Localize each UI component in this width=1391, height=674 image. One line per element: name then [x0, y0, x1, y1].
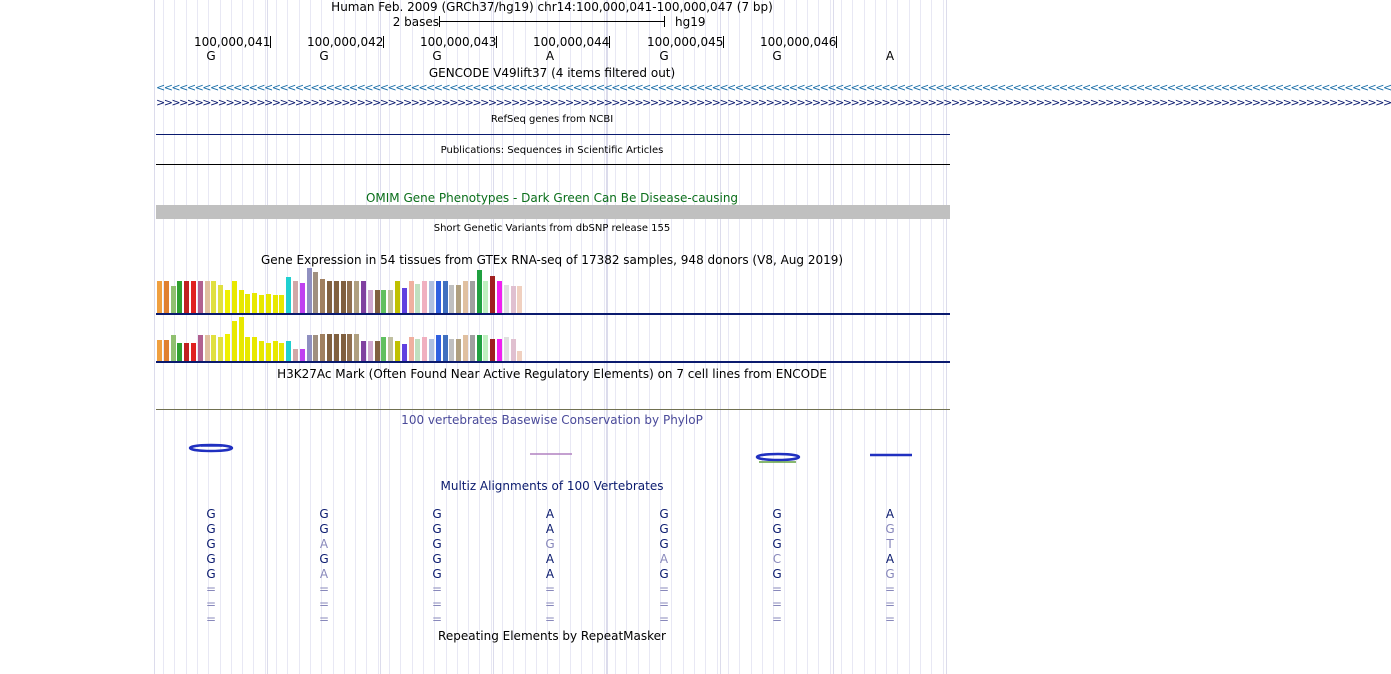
gtex-tissue-bar[interactable]: [395, 341, 400, 361]
ruler-position-label: 100,000,045: [647, 35, 724, 49]
alignment-base: G: [432, 552, 442, 566]
gtex-track-title: Gene Expression in 54 tissues from GTEx RNA-seq of 17382 samples, 948 donors (V8, Aug 2019): [260, 253, 844, 267]
publications-track-title: Publications: Sequences in Scientific Articles: [440, 145, 664, 156]
gtex-tissue-bar[interactable]: [300, 349, 305, 361]
gtex-tissue-bar[interactable]: [252, 293, 257, 313]
gtex-tissue-bar[interactable]: [388, 290, 393, 313]
alignment-base: =: [884, 582, 896, 596]
gtex-tissue-bar[interactable]: [449, 339, 454, 361]
gtex-ccnk-baseline: [156, 313, 950, 315]
gtex-tissue-bar[interactable]: [463, 335, 468, 361]
alignment-base: =: [431, 612, 443, 626]
alignment-base: A: [545, 522, 555, 536]
gtex-tissue-bar[interactable]: [327, 281, 332, 313]
gtex-tissue-bar[interactable]: [252, 337, 257, 361]
gtex-tissue-bar[interactable]: [490, 276, 495, 313]
gtex-tissue-bar[interactable]: [415, 284, 420, 313]
alignment-base: =: [205, 597, 217, 611]
alignment-base: =: [431, 597, 443, 611]
alignment-base: =: [544, 582, 556, 596]
gtex-tissue-bar[interactable]: [375, 341, 380, 361]
alignment-base: G: [319, 552, 329, 566]
gtex-tissue-bar[interactable]: [211, 281, 216, 313]
alignment-base: =: [544, 612, 556, 626]
gtex-tissue-bar[interactable]: [409, 281, 414, 313]
alignment-base: A: [319, 567, 329, 581]
gtex-tissue-bar[interactable]: [483, 281, 488, 313]
gtex-tissue-bar[interactable]: [300, 283, 305, 313]
scale-db-label: hg19: [675, 15, 706, 29]
gtex-tissue-bar[interactable]: [422, 337, 427, 361]
gtex-tissue-bar[interactable]: [429, 281, 434, 313]
gtex-tissue-bar[interactable]: [211, 335, 216, 361]
alignment-base: G: [432, 507, 442, 521]
alignment-base: G: [659, 522, 669, 536]
gtex-tissue-bar[interactable]: [483, 335, 488, 361]
gtex-tissue-bar[interactable]: [381, 337, 386, 361]
gtex-tissue-bar[interactable]: [191, 343, 196, 361]
gtex-ccdc85c-baseline: [156, 361, 950, 363]
repeatmasker-track-title: Repeating Elements by RepeatMasker: [438, 629, 666, 643]
ruler-position-label: 100,000,044: [533, 35, 610, 49]
refseq-track-title: RefSeq genes from NCBI: [490, 114, 614, 125]
gtex-tissue-bar[interactable]: [456, 285, 461, 313]
gtex-tissue-bar[interactable]: [184, 343, 189, 361]
reference-base: G: [432, 49, 442, 63]
gtex-tissue-bar[interactable]: [395, 281, 400, 313]
gencode-track-title: GENCODE V49lift37 (4 items filtered out): [428, 66, 676, 80]
alignment-base: G: [432, 567, 442, 581]
gtex-tissue-bar[interactable]: [388, 337, 393, 361]
gtex-tissue-bar[interactable]: [286, 277, 291, 313]
alignment-base: A: [545, 567, 555, 581]
dbsnp-track-title: Short Genetic Variants from dbSNP release 155: [433, 223, 671, 234]
gtex-tissue-bar[interactable]: [504, 337, 509, 361]
gtex-tissue-bar[interactable]: [259, 295, 264, 313]
gtex-tissue-bar[interactable]: [171, 335, 176, 361]
omim-track-title: OMIM Gene Phenotypes - Dark Green Can Be Disease-causing: [365, 191, 739, 205]
ruler-tick: [723, 36, 724, 48]
gtex-tissue-bar[interactable]: [381, 290, 386, 313]
gtex-tissue-bar[interactable]: [273, 295, 278, 313]
alignment-base: G: [659, 507, 669, 521]
gtex-tissue-bar[interactable]: [239, 290, 244, 313]
gtex-tissue-bar[interactable]: [239, 317, 244, 361]
alignment-base: =: [431, 582, 443, 596]
ccdc85c-gene-bar[interactable]: <<<<<<<<<<<<<<<<<<<<<<<<<<<<<<<<<<<<<<<<<<<<<<<<<<<<<<<<<<<<<<<<<<<<<<<<<<<<<<<<<<<<<<<<<<<<<<<<<<<<<<<<<<<<<<<<<<<<<<<<<<<<<<<<<<<<<<<<<<<<<<<<<<<<<<<<<<<<<<<<: [156, 81, 1391, 94]
gtex-tissue-bar[interactable]: [470, 335, 475, 361]
gtex-tissue-bar[interactable]: [354, 334, 359, 361]
gtex-tissue-bar[interactable]: [334, 334, 339, 361]
gtex-tissue-bar[interactable]: [266, 343, 271, 361]
gtex-tissue-bar[interactable]: [259, 341, 264, 361]
gtex-tissue-bar[interactable]: [320, 279, 325, 313]
alignment-base: A: [319, 537, 329, 551]
gtex-tissue-bar[interactable]: [347, 281, 352, 313]
gtex-tissue-bar[interactable]: [347, 334, 352, 361]
alignment-base: =: [658, 612, 670, 626]
alignment-base: G: [885, 567, 895, 581]
gtex-tissue-bar[interactable]: [198, 335, 203, 361]
gtex-tissue-bar[interactable]: [409, 337, 414, 361]
gtex-tissue-bar[interactable]: [273, 341, 278, 361]
gtex-tissue-bar[interactable]: [504, 285, 509, 313]
gtex-tissue-bar[interactable]: [245, 294, 250, 313]
alignment-base: G: [545, 537, 555, 551]
gtex-tissue-bar[interactable]: [279, 295, 284, 313]
gtex-tissue-bar[interactable]: [266, 294, 271, 313]
gtex-tissue-bar[interactable]: [307, 268, 312, 313]
alignment-base: =: [318, 612, 330, 626]
gtex-tissue-bar[interactable]: [313, 335, 318, 361]
gtex-tissue-bar[interactable]: [517, 286, 522, 313]
gtex-tissue-bar[interactable]: [218, 337, 223, 361]
gtex-tissue-bar[interactable]: [177, 281, 182, 313]
h3k27ac-track-title: H3K27Ac Mark (Often Found Near Active Regulatory Elements) on 7 cell lines from ENCODE: [277, 367, 827, 381]
gtex-tissue-bar[interactable]: [361, 341, 366, 361]
alignment-base: A: [545, 552, 555, 566]
alignment-base: =: [771, 582, 783, 596]
gtex-tissue-bar[interactable]: [490, 339, 495, 361]
gtex-tissue-bar[interactable]: [171, 286, 176, 313]
gtex-tissue-bar[interactable]: [307, 335, 312, 361]
alignment-base: G: [659, 537, 669, 551]
gtex-tissue-bar[interactable]: [511, 286, 516, 313]
alignment-base: G: [206, 552, 216, 566]
gtex-tissue-bar[interactable]: [415, 339, 420, 361]
ruler-tick: [270, 36, 271, 48]
alignment-base: =: [884, 612, 896, 626]
alignment-base: =: [658, 597, 670, 611]
gtex-tissue-bar[interactable]: [191, 281, 196, 313]
alignment-base: G: [206, 522, 216, 536]
ccnk-gene-bar[interactable]: >>>>>>>>>>>>>>>>>>>>>>>>>>>>>>>>>>>>>>>>>>>>>>>>>>>>>>>>>>>>>>>>>>>>>>>>>>>>>>>>>>>>>>>>>>>>>>>>>>>>>>>>>>>>>>>>>>>>>>>>>>>>>>>>>>>>>>>>>>>>>>>>>>>>>>>>>>>>>>>>: [156, 96, 1391, 109]
ruler-tick: [836, 36, 837, 48]
gtex-tissue-bar[interactable]: [517, 351, 522, 361]
gtex-tissue-bar[interactable]: [402, 344, 407, 361]
alignment-base: G: [206, 507, 216, 521]
gtex-tissue-bar[interactable]: [225, 334, 230, 361]
track-labels-panel: [0, 0, 153, 674]
gtex-ccnk-bars[interactable]: [157, 268, 537, 313]
gtex-tissue-bar[interactable]: [456, 339, 461, 361]
gtex-tissue-bar[interactable]: [184, 281, 189, 313]
window-position-text: Human Feb. 2009 (GRCh37/hg19) chr14:100,000,041-100,000,047 (7 bp): [331, 0, 773, 14]
gtex-tissue-bar[interactable]: [164, 281, 169, 313]
phylop-track-title: 100 vertebrates Basewise Conservation by PhyloP: [401, 413, 703, 427]
gtex-tissue-bar[interactable]: [449, 285, 454, 313]
gtex-tissue-bar[interactable]: [477, 270, 482, 313]
alignment-base: G: [206, 537, 216, 551]
gtex-tissue-bar[interactable]: [511, 339, 516, 361]
reference-base: A: [545, 49, 555, 63]
gtex-tissue-bar[interactable]: [443, 335, 448, 361]
scale-bases-label: 2 bases: [392, 15, 439, 29]
gtex-tissue-bar[interactable]: [286, 341, 291, 361]
gtex-tissue-bar[interactable]: [293, 281, 298, 313]
publications-line[interactable]: [156, 164, 950, 165]
gtex-tissue-bar[interactable]: [368, 341, 373, 361]
gtex-tissue-bar[interactable]: [497, 281, 502, 313]
ruler-position-label: 100,000,041: [194, 35, 271, 49]
phylop-logo-plot[interactable]: [156, 438, 950, 468]
alignment-base: =: [544, 597, 556, 611]
alignment-base: G: [319, 507, 329, 521]
alignment-base: =: [771, 597, 783, 611]
gtex-tissue-bar[interactable]: [225, 290, 230, 313]
alignment-base: G: [432, 537, 442, 551]
alignment-base: A: [545, 507, 555, 521]
alignment-base: =: [658, 582, 670, 596]
alignment-base: =: [205, 582, 217, 596]
h3k27ac-baseline[interactable]: [156, 409, 950, 410]
gtex-tissue-bar[interactable]: [218, 285, 223, 313]
scale-bar: [392, 15, 706, 29]
gtex-tissue-bar[interactable]: [279, 343, 284, 361]
gtex-tissue-bar[interactable]: [327, 334, 332, 361]
gtex-tissue-bar[interactable]: [341, 281, 346, 313]
alignment-base: G: [772, 522, 782, 536]
gtex-tissue-bar[interactable]: [313, 272, 318, 313]
gtex-tissue-bar[interactable]: [402, 288, 407, 313]
alignment-base: G: [206, 567, 216, 581]
reference-base: G: [772, 49, 782, 63]
gtex-tissue-bar[interactable]: [245, 337, 250, 361]
alignment-base: =: [771, 612, 783, 626]
gtex-tissue-bar[interactable]: [177, 343, 182, 361]
reference-base: G: [659, 49, 669, 63]
alignment-base: G: [319, 522, 329, 536]
gtex-tissue-bar[interactable]: [422, 281, 427, 313]
reference-base: G: [206, 49, 216, 63]
alignment-base: =: [318, 582, 330, 596]
gtex-tissue-bar[interactable]: [293, 349, 298, 361]
ruler-tick: [496, 36, 497, 48]
gtex-tissue-bar[interactable]: [354, 281, 359, 313]
alignment-base: A: [885, 552, 895, 566]
alignment-base: A: [659, 552, 669, 566]
alignment-base: G: [772, 537, 782, 551]
ruler-tick: [609, 36, 610, 48]
ruler-tick: [383, 36, 384, 48]
alignment-base: A: [885, 507, 895, 521]
alignment-base: G: [772, 507, 782, 521]
gtex-tissue-bar[interactable]: [477, 335, 482, 361]
alignment-base: G: [659, 567, 669, 581]
reference-base: G: [319, 49, 329, 63]
ruler-position-label: 100,000,042: [307, 35, 384, 49]
gtex-tissue-bar[interactable]: [232, 281, 237, 313]
phylop-glyph-6: [757, 454, 799, 460]
ruler-position-label: 100,000,046: [760, 35, 837, 49]
gtex-ccdc85c-bars[interactable]: [157, 317, 537, 361]
ruler-position-label: 100,000,043: [420, 35, 497, 49]
multiz-track-title: Multiz Alignments of 100 Vertebrates: [440, 479, 664, 493]
reference-base: A: [885, 49, 895, 63]
gtex-tissue-bar[interactable]: [497, 339, 502, 361]
base-boundary-line: [154, 0, 155, 674]
gtex-tissue-bar[interactable]: [334, 281, 339, 313]
gtex-tissue-bar[interactable]: [429, 339, 434, 361]
gtex-tissue-bar[interactable]: [436, 281, 441, 313]
gtex-tissue-bar[interactable]: [164, 340, 169, 361]
refseq-line[interactable]: [156, 134, 950, 135]
gtex-tissue-bar[interactable]: [341, 334, 346, 361]
gtex-tissue-bar[interactable]: [205, 281, 210, 313]
gtex-tissue-bar[interactable]: [157, 340, 162, 361]
gtex-tissue-bar[interactable]: [443, 281, 448, 313]
gtex-tissue-bar[interactable]: [205, 335, 210, 361]
alignment-base: C: [772, 552, 782, 566]
gtex-tissue-bar[interactable]: [375, 290, 380, 313]
alignment-base: =: [884, 597, 896, 611]
alignment-base: =: [318, 597, 330, 611]
omim-feature-bar[interactable]: [156, 205, 950, 219]
gtex-tissue-bar[interactable]: [436, 335, 441, 361]
gtex-tissue-bar[interactable]: [470, 281, 475, 313]
alignment-base: G: [772, 567, 782, 581]
alignment-base: G: [432, 522, 442, 536]
gtex-tissue-bar[interactable]: [368, 290, 373, 313]
gtex-tissue-bar[interactable]: [320, 334, 325, 361]
alignment-base: G: [885, 522, 895, 536]
alignment-base: =: [205, 612, 217, 626]
gtex-tissue-bar[interactable]: [232, 321, 237, 361]
alignment-base: T: [886, 537, 894, 551]
gtex-tissue-bar[interactable]: [361, 281, 366, 313]
gtex-tissue-bar[interactable]: [198, 281, 203, 313]
gtex-tissue-bar[interactable]: [157, 281, 162, 313]
gtex-tissue-bar[interactable]: [463, 281, 468, 313]
